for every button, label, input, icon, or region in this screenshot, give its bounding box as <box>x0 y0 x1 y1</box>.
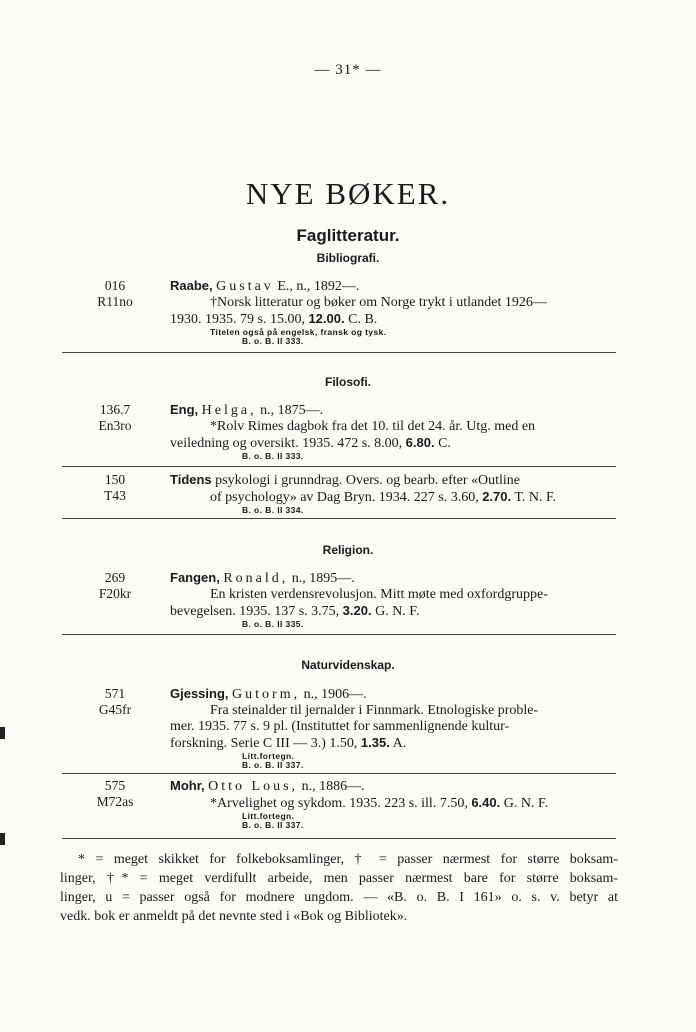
author: Eng, <box>170 402 199 417</box>
classification: 575 M72as <box>96 778 134 809</box>
section-heading-bibliografi: Bibliografi. <box>316 251 380 265</box>
classification: 571 G45fr <box>98 686 132 717</box>
book-title: Fra steinalder til jernalder i Finnmark. Etnologiske proble- <box>210 703 539 718</box>
divider <box>62 773 616 774</box>
review-ref: B. o. B. II 333. <box>242 336 304 346</box>
author: Tidens <box>170 472 212 487</box>
section-subtitle: Faglitteratur. <box>296 226 400 245</box>
divider <box>62 352 616 353</box>
entry-body: Fangen, Ronald, n., 1895—. En kristen verdensrevolusjon. Mitt møte med oxfordgruppe- bevegelsen. 1935. 137 s. 3.75, 3.20. G. N. F. B. o. B. II 335. <box>170 570 616 629</box>
price: 3.20. <box>342 603 372 618</box>
page-number: — 31* — <box>314 62 382 78</box>
footnote-line: linger, †* = meget verdifullt arbeide, men passer nærmest bare for større boksam- <box>60 871 618 886</box>
page-title: NYE BØKER. <box>245 176 451 211</box>
divider <box>62 466 616 467</box>
scan-margin-mark <box>0 727 5 739</box>
note: Litt.fortegn. <box>242 751 295 761</box>
section-heading-naturvidenskap: Naturvidenskap. <box>301 658 395 672</box>
classification: 016 R11no <box>97 278 133 309</box>
divider <box>62 518 616 519</box>
review-ref: B. o. B. II 335. <box>242 619 304 629</box>
book-title: *Rolv Rimes dagbok fra det 10. til det 24. år. Utg. med en <box>210 419 536 434</box>
classification: 150 T43 <box>104 472 126 503</box>
author: Fangen, <box>170 570 220 585</box>
review-ref: B. o. B. II 337. <box>242 760 304 770</box>
classification: 136.7 En3ro <box>98 402 132 433</box>
price: 12.00. <box>308 311 345 326</box>
entry-body: Mohr, Otto Lous, n., 1886—. *Arvelighet og sykdom. 1935. 223 s. ill. 7.50, 6.40. G. N. F. Litt.fortegn. B. o. B. II 337. <box>170 778 616 830</box>
section-heading-religion: Religion. <box>322 543 374 557</box>
book-title: En kristen verdensrevolusjon. Mitt møte med oxfordgruppe- <box>210 587 548 602</box>
divider <box>62 634 616 635</box>
price: 2.70. <box>482 489 512 504</box>
price: 1.35. <box>360 735 390 750</box>
price: 6.40. <box>471 795 501 810</box>
author-given-name: Gustav <box>216 279 274 294</box>
book-title: *Arvelighet og sykdom. 1935. 223 s. ill. 7.50, <box>210 796 468 811</box>
review-ref: B. o. B. II 337. <box>242 820 304 830</box>
divider <box>62 838 616 839</box>
book-title: psykologi i grunndrag. Overs. og bearb. efter «Outline <box>215 473 520 488</box>
review-ref: B. o. B. II 333. <box>242 451 304 461</box>
note: Litt.fortegn. <box>242 811 295 821</box>
footnote-line: * = meget skikket for folkeboksamlinger, † = passer nærmest for større boksam- <box>78 852 618 867</box>
footnote <box>60 850 618 926</box>
entry-body: Tidens psykologi i grunndrag. Overs. og bearb. efter «Outline of psychology» av Dag Bryn. 1934. 227 s. 3.60, 2.70. T. N. F. B. o. B. II 334. <box>170 472 616 515</box>
note: Titelen også på engelsk, fransk og tysk. <box>210 327 387 337</box>
footnote-line: vedk. bok er anmeldt på det nevnte sted i «Bok og Bibliotek». <box>60 909 408 924</box>
price: 6.80. <box>405 435 435 450</box>
scan-margin-mark <box>0 833 5 845</box>
author-given-name: Gutorm, <box>232 687 301 702</box>
entry-body: Gjessing, Gutorm, n., 1906—. Fra steinalder til jernalder i Finnmark. Etnologiske proble- mer. 1935. 77 s. 9 pl. (Instituttet for sammenlignende kultur- forskning. Serie C III — 3.) 1.50, 1.35. A. Litt.fortegn. B. o. B. II 337. <box>170 686 616 770</box>
entry-body: Eng, Helga, n., 1875—. *Rolv Rimes dagbok fra det 10. til det 24. år. Utg. med en veiledning og oversikt. 1935. 472 s. 8.00, 6.80. C. B. o. B. II 333. <box>170 402 616 461</box>
book-title: †Norsk litteratur og bøker om Norge trykt i utlandet 1926— <box>210 295 547 310</box>
section-heading-filosofi: Filosofi. <box>325 375 371 389</box>
entry-body: Raabe, Gustav E., n., 1892—. †Norsk litteratur og bøker om Norge trykt i utlandet 1926— 1930. 1935. 79 s. 15.00, 12.00. C. B. Titelen også på engelsk, fransk og tysk. B. o. B. II 333. <box>170 278 616 346</box>
classification: 269 F20kr <box>98 570 132 601</box>
author: Raabe, <box>170 278 213 293</box>
author-given-name: Helga, <box>201 403 257 418</box>
author-given-name: Otto Lous, <box>208 779 299 794</box>
author: Gjessing, <box>170 686 229 701</box>
author-given-name: Ronald, <box>223 571 289 586</box>
author: Mohr, <box>170 778 205 793</box>
footnote-line: linger, u = passer også for modnere ungdom. — «B. o. B. I 161» o. s. v. betyr at <box>60 890 618 905</box>
review-ref: B. o. B. II 334. <box>242 505 304 515</box>
